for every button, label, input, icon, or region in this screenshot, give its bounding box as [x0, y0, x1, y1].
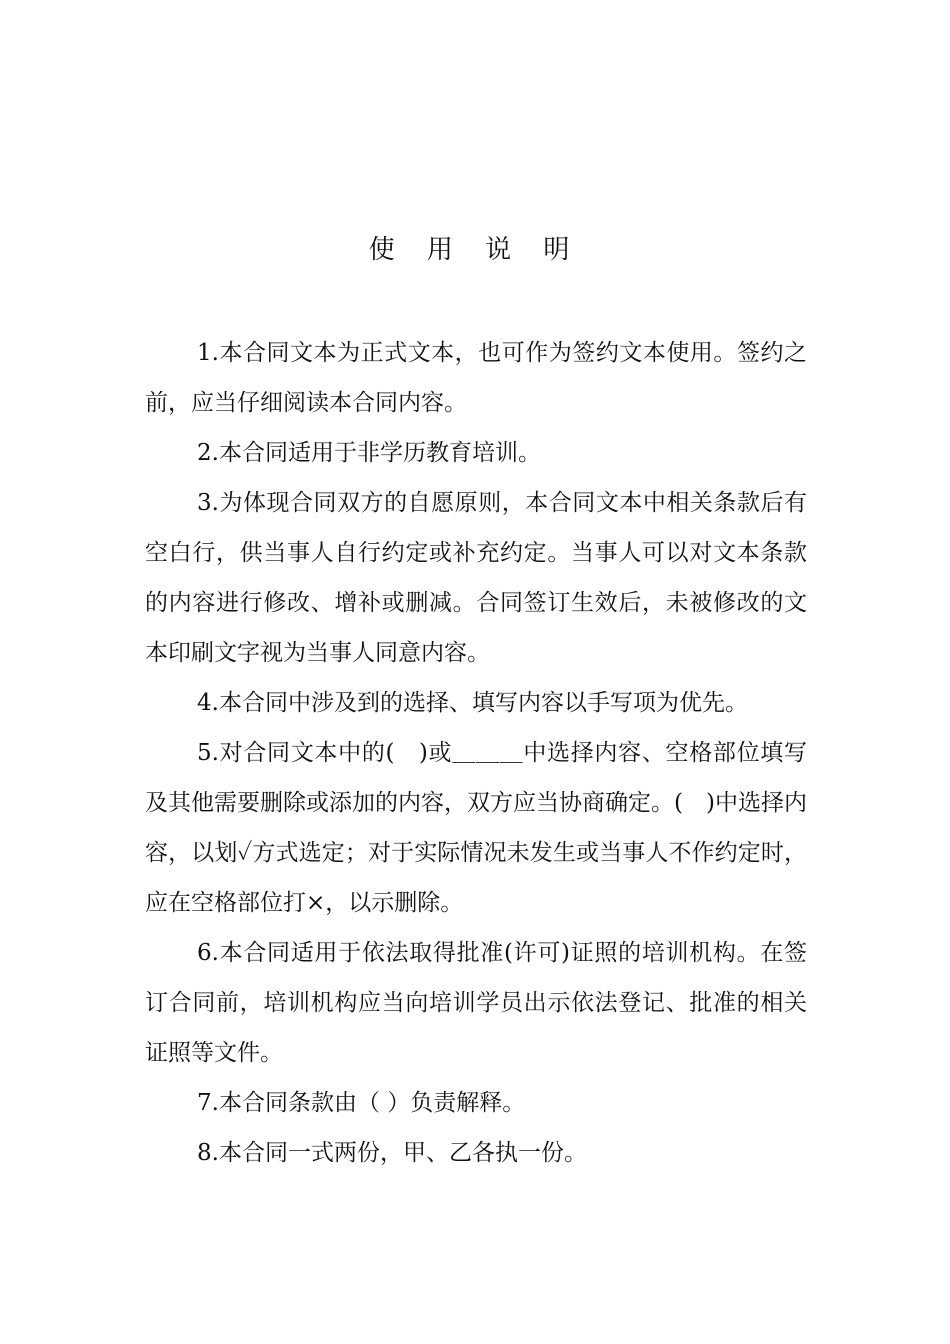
instruction-paragraph-6: 6.本合同适用于依法取得批准(许可)证照的培训机构。在签订合同前，培训机构应当向培训学员出示依法登记、批准的相关证照等文件。	[145, 940, 807, 1066]
instruction-paragraph-2: 2.本合同适用于非学历教育培训。	[197, 440, 541, 466]
instruction-paragraph-4: 4.本合同中涉及到的选择、填写内容以手写项为优先。	[197, 690, 748, 716]
instruction-paragraph-8: 8.本合同一式两份，甲、乙各执一份。	[197, 1140, 587, 1166]
page-title: 使 用 说 明	[368, 235, 582, 265]
instruction-paragraph-1: 1.本合同文本为正式文本，也可作为签约文本使用。签约之前，应当仔细阅读本合同内容。	[145, 340, 807, 416]
instruction-paragraph-7: 7.本合同条款由（ ）负责解释。	[197, 1090, 526, 1116]
instruction-paragraph-5: 5.对合同文本中的( )或＿＿＿中选择内容、空格部位填写及其他需要删除或添加的内容，双方应当协商确定。( )中选择内容，以划✓方式选定；对于实际情况未发生或当事人不作约定时，应在空格部位打×，以示删除。	[145, 740, 807, 916]
instruction-paragraph-3: 3.为体现合同双方的自愿原则，本合同文本中相关条款后有空白行，供当事人自行约定或补充约定。当事人可以对文本条款的内容进行修改、增补或删减。合同签订生效后，未被修改的文本印刷文字视为当事人同意内容。	[145, 490, 807, 666]
instructions-body	[145, 328, 807, 1178]
